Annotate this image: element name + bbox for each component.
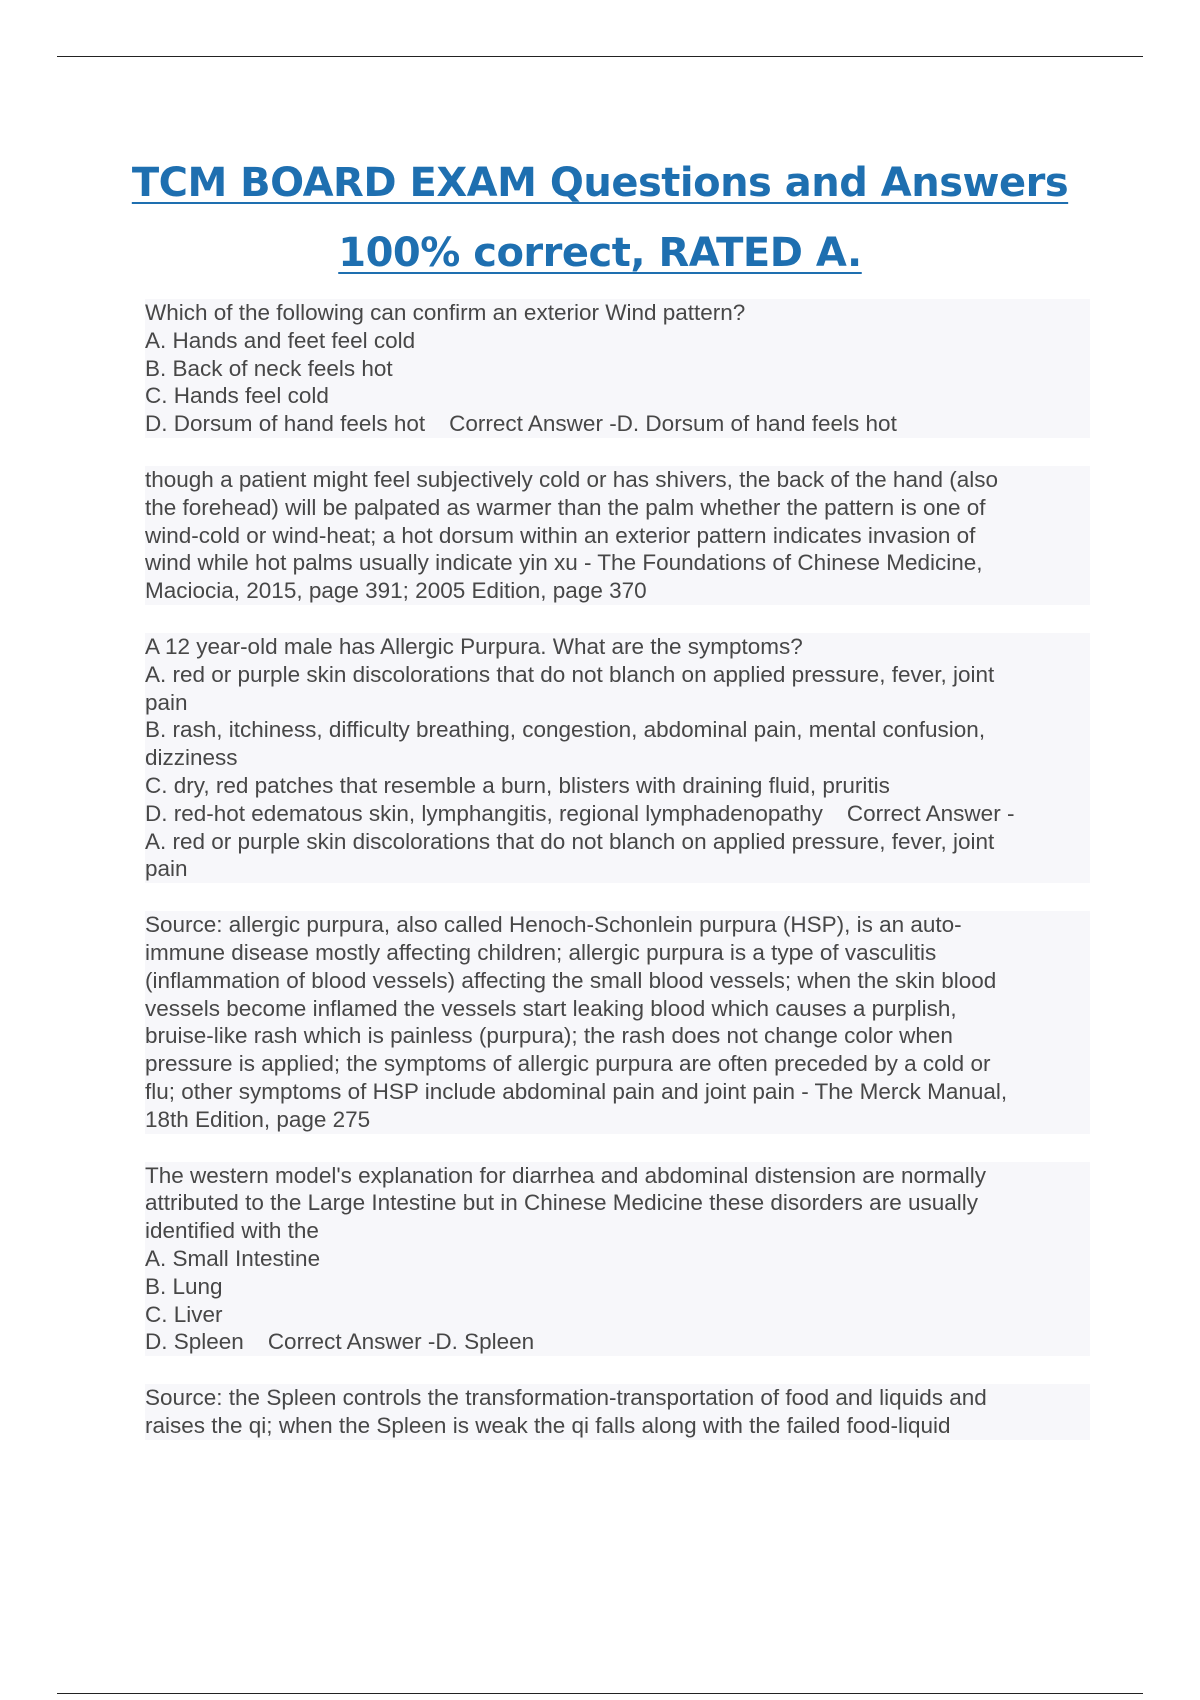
option-a: A. Hands and feet feel cold (145, 327, 416, 353)
explanation-3-block (145, 1384, 1090, 1440)
option-b: B. Lung (145, 1273, 223, 1299)
correct-answer-text: A. red or purple skin discolorations that do not blanch on applied pressure, fever, joint (145, 828, 995, 854)
question-3-block (145, 1162, 1090, 1357)
document-body (145, 299, 1090, 1468)
explanation-line: wind-cold or wind-heat; a hot dorsum within an exterior pattern indicates invasion of (145, 522, 976, 548)
option-c: C. dry, red patches that resemble a burn, blisters with draining fluid, pruritis (145, 772, 890, 798)
explanation-line: though a patient might feel subjectively cold or has shivers, the back of the hand (also (145, 466, 999, 492)
question-text: identified with the (145, 1218, 319, 1244)
option-d: D. Spleen (145, 1329, 244, 1355)
option-d: D. red-hot edematous skin, lymphangitis, regional lymphadenopathy (145, 800, 823, 826)
correct-answer: Correct Answer - (846, 800, 1015, 826)
question-text: The western model's explanation for diarrhea and abdominal distension are normally (145, 1162, 987, 1188)
title-line-1: TCM BOARD EXAM Questions and Answers (131, 160, 1069, 206)
explanation-line: Maciocia, 2015, page 391; 2005 Edition, page 370 (145, 578, 647, 604)
option-b: B. Back of neck feels hot (145, 355, 393, 381)
explanation-line: wind while hot palms usually indicate yin xu - The Foundations of Chinese Medicine, (145, 550, 983, 576)
option-d-with-answer (145, 410, 1090, 438)
option-d: D. Dorsum of hand feels hot (145, 411, 426, 437)
document-title (0, 148, 1200, 288)
option-a: A. red or purple skin discolorations that do not blanch on applied pressure, fever, joint (145, 661, 995, 687)
question-text: attributed to the Large Intestine but in Chinese Medicine these disorders are usually (145, 1190, 978, 1216)
explanation-line: Source: the Spleen controls the transformation-transportation of food and liquids and (145, 1385, 987, 1411)
header-rule (57, 56, 1143, 57)
question-text: Which of the following can confirm an exterior Wind pattern? (145, 300, 746, 325)
footer-rule (57, 1693, 1143, 1694)
question-2-block (145, 633, 1090, 883)
option-c: C. Liver (145, 1301, 223, 1327)
explanation-line: flu; other symptoms of HSP include abdominal pain and joint pain - The Merck Manual, (145, 1078, 1008, 1104)
explanation-2-block (145, 911, 1090, 1133)
correct-answer: Correct Answer -D. Dorsum of hand feels hot (449, 411, 897, 437)
explanation-line: vessels become inflamed the vessels start leaking blood which causes a purplish, (145, 995, 957, 1021)
correct-answer-text-cont: pain (145, 856, 188, 882)
option-c: C. Hands feel cold (145, 383, 329, 409)
option-a: A. Small Intestine (145, 1245, 321, 1271)
explanation-line: bruise-like rash which is painless (purpura); the rash does not change color when (145, 1023, 953, 1049)
explanation-line: (inflammation of blood vessels) affecting the small blood vessels; when the skin blood (145, 967, 997, 993)
explanation-line: the forehead) will be palpated as warmer than the palm whether the pattern is one of (145, 494, 986, 520)
explanation-line: pressure is applied; the symptoms of allergic purpura are often preceded by a cold or (145, 1051, 991, 1077)
explanation-line: Source: allergic purpura, also called Henoch-Schonlein purpura (HSP), is an auto- (145, 912, 962, 938)
correct-answer: Correct Answer -D. Spleen (267, 1329, 535, 1355)
option-a-cont: pain (145, 689, 188, 715)
option-b-cont: dizziness (145, 745, 238, 771)
explanation-line: raises the qi; when the Spleen is weak the qi falls along with the failed food-liquid (145, 1412, 951, 1438)
explanation-1-block (145, 466, 1090, 605)
option-d-with-answer (145, 800, 1090, 828)
explanation-line: 18th Edition, page 275 (145, 1106, 371, 1132)
option-d-with-answer (145, 1328, 1090, 1356)
option-b: B. rash, itchiness, difficulty breathing, congestion, abdominal pain, mental confusion, (145, 717, 986, 743)
question-text: A 12 year-old male has Allergic Purpura. What are the symptoms? (145, 633, 803, 659)
question-1-block (145, 299, 1090, 438)
explanation-line: immune disease mostly affecting children; allergic purpura is a type of vasculitis (145, 939, 937, 965)
title-line-2: 100% correct, RATED A. (338, 230, 862, 276)
